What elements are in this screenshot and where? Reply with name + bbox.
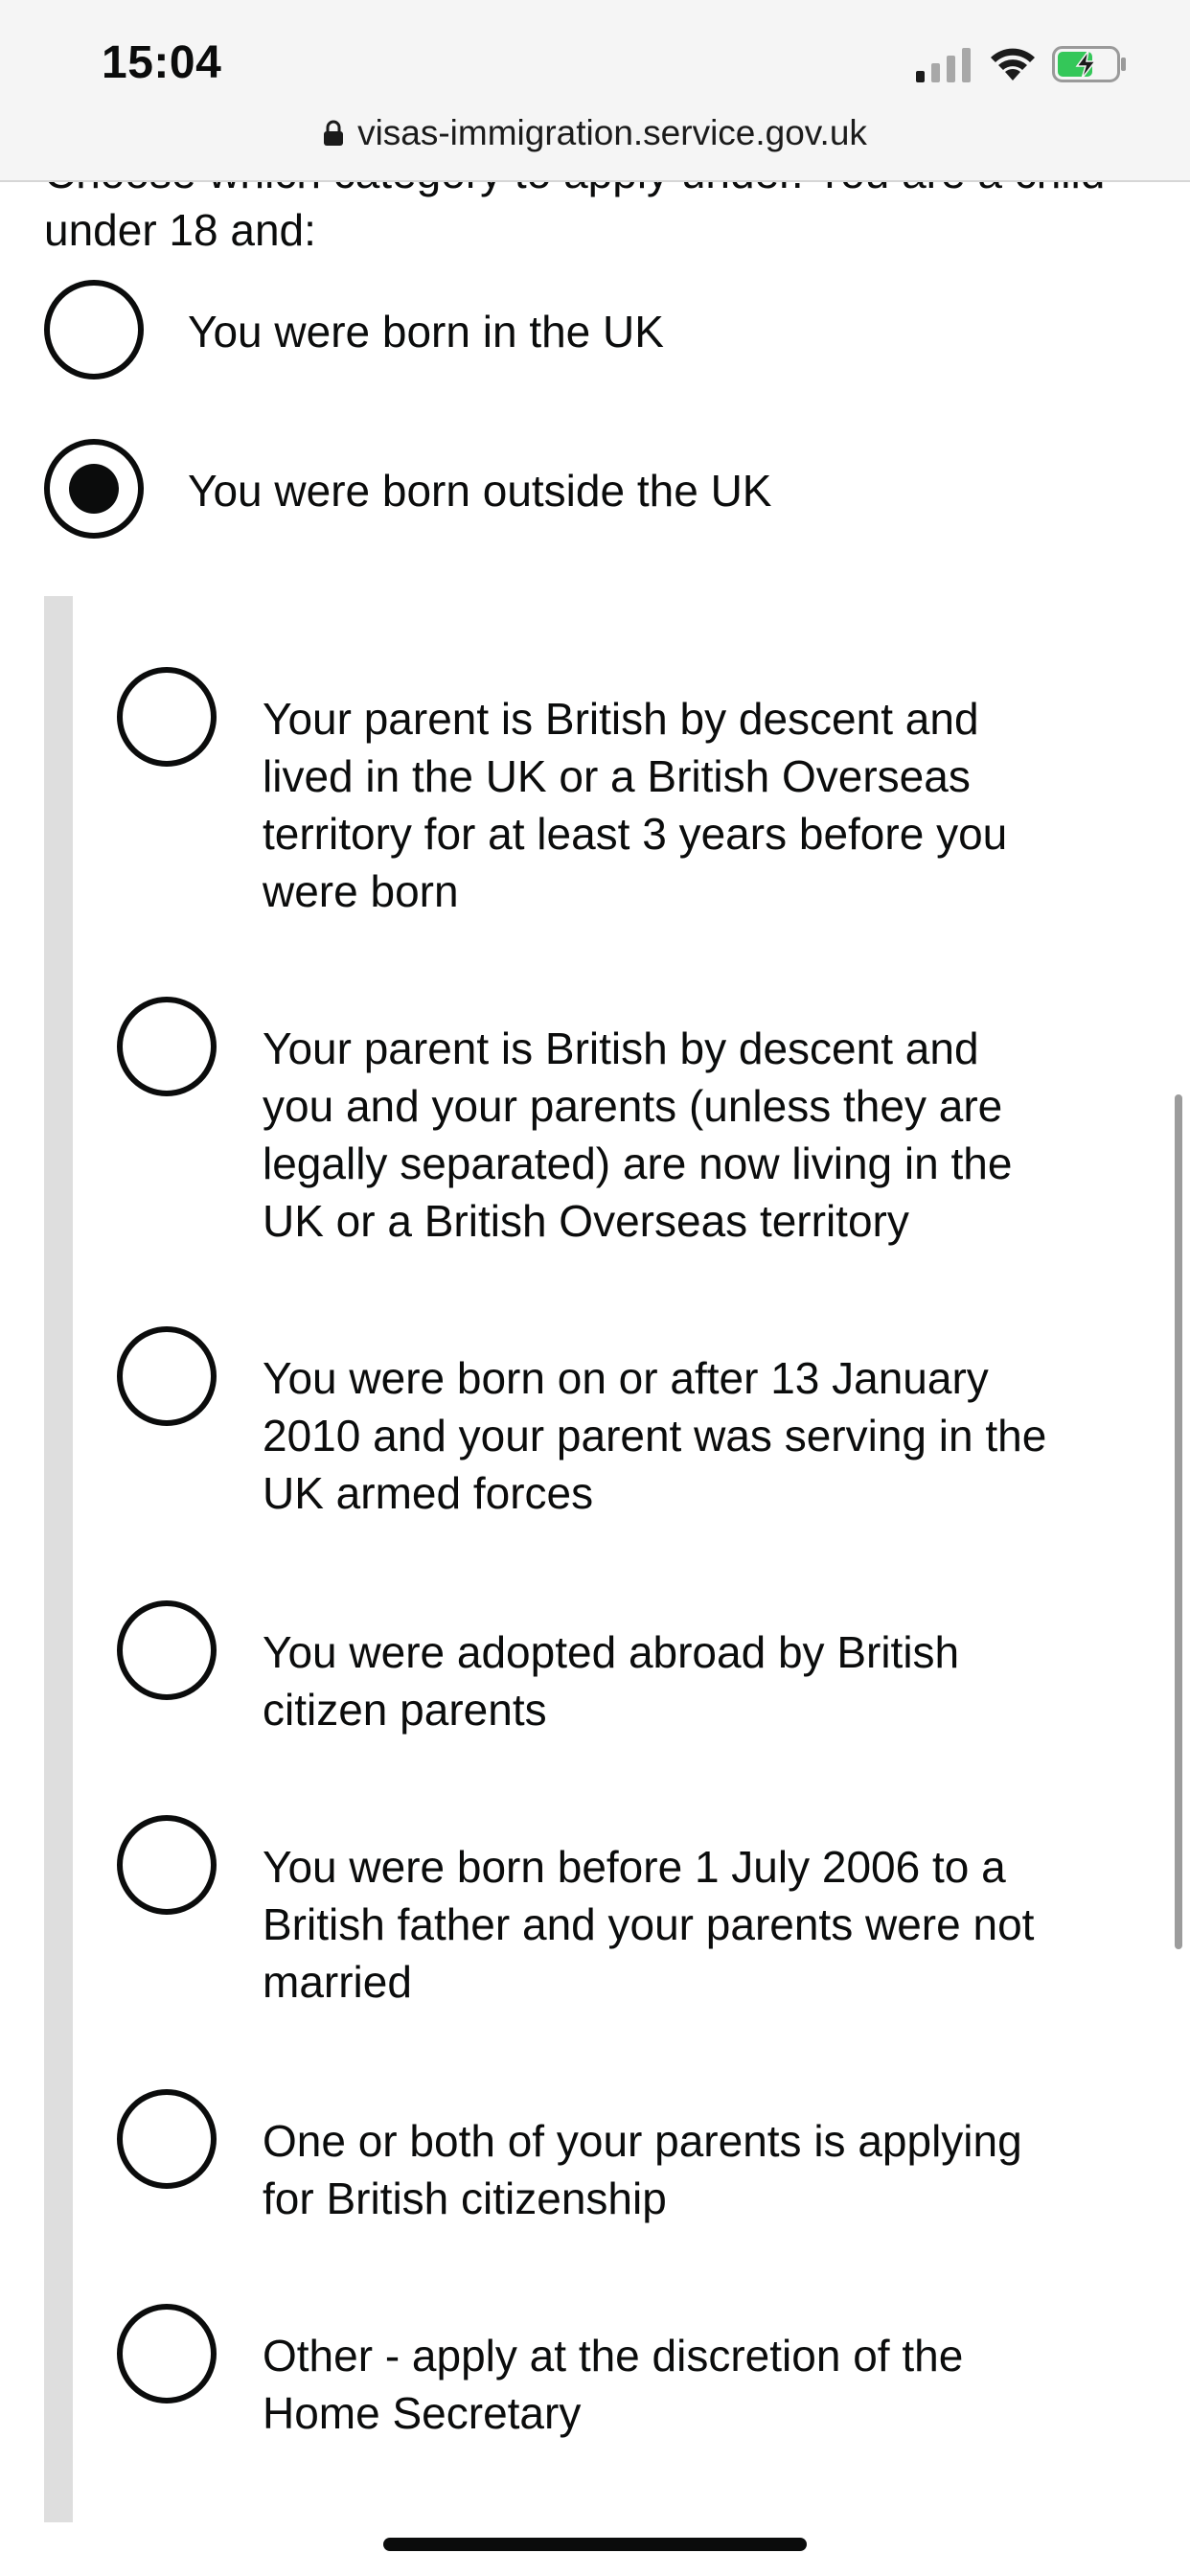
radio-parent-descent-lived-3-years[interactable] xyxy=(117,667,217,767)
option-label-parent-descent-lived-3-years[interactable]: Your parent is British by descent and lived in the UK or a British Overseas territory for at least 3 years before you were born xyxy=(263,694,1008,916)
cellular-signal-icon xyxy=(916,48,972,82)
radio-adopted-abroad[interactable] xyxy=(117,1600,217,1700)
battery-charging-icon xyxy=(1052,46,1127,82)
browser-top-bar xyxy=(0,0,1190,182)
lock-icon xyxy=(323,120,344,147)
radio-born-before-2006[interactable] xyxy=(117,1815,217,1915)
question-legend: under 18 and: xyxy=(44,205,316,255)
conditional-inset-border xyxy=(44,596,73,2522)
url-text: visas-immigration.service.gov.uk xyxy=(357,113,867,152)
radio-parent-applying-citizenship[interactable] xyxy=(117,2089,217,2189)
radio-born-in-uk[interactable] xyxy=(44,280,144,380)
option-label-born-before-2006[interactable]: You were born before 1 July 2006 to a British father and your parents were not married xyxy=(263,1842,1035,2007)
radio-born-outside-uk[interactable] xyxy=(44,439,144,539)
wifi-icon xyxy=(987,44,1039,82)
option-label-adopted-abroad[interactable]: You were adopted abroad by British citizen parents xyxy=(263,1627,960,1735)
address-bar[interactable] xyxy=(0,113,1190,153)
option-label-parent-applying-citizenship[interactable]: One or both of your parents is applying for British citizenship xyxy=(263,2116,1022,2223)
page-scrollbar[interactable] xyxy=(1175,1094,1182,1949)
option-label-parent-descent-living-now[interactable]: Your parent is British by descent and you and your parents (unless they are legally separated) are now living in the UK or a British Overseas territory xyxy=(263,1024,1013,1246)
radio-other-discretion[interactable] xyxy=(117,2304,217,2404)
home-indicator[interactable] xyxy=(383,2538,807,2551)
option-label-parent-armed-forces[interactable]: You were born on or after 13 January 2010 and your parent was serving in the UK armed forces xyxy=(263,1353,1047,1518)
status-time: 15:04 xyxy=(102,37,222,88)
option-label-born-outside-uk[interactable]: You were born outside the UK xyxy=(188,466,772,516)
radio-parent-descent-living-now[interactable] xyxy=(117,997,217,1096)
radio-parent-armed-forces[interactable] xyxy=(117,1326,217,1426)
option-label-born-in-uk[interactable]: You were born in the UK xyxy=(188,307,664,356)
option-label-other-discretion[interactable]: Other - apply at the discretion of the Home Secretary xyxy=(263,2331,964,2438)
